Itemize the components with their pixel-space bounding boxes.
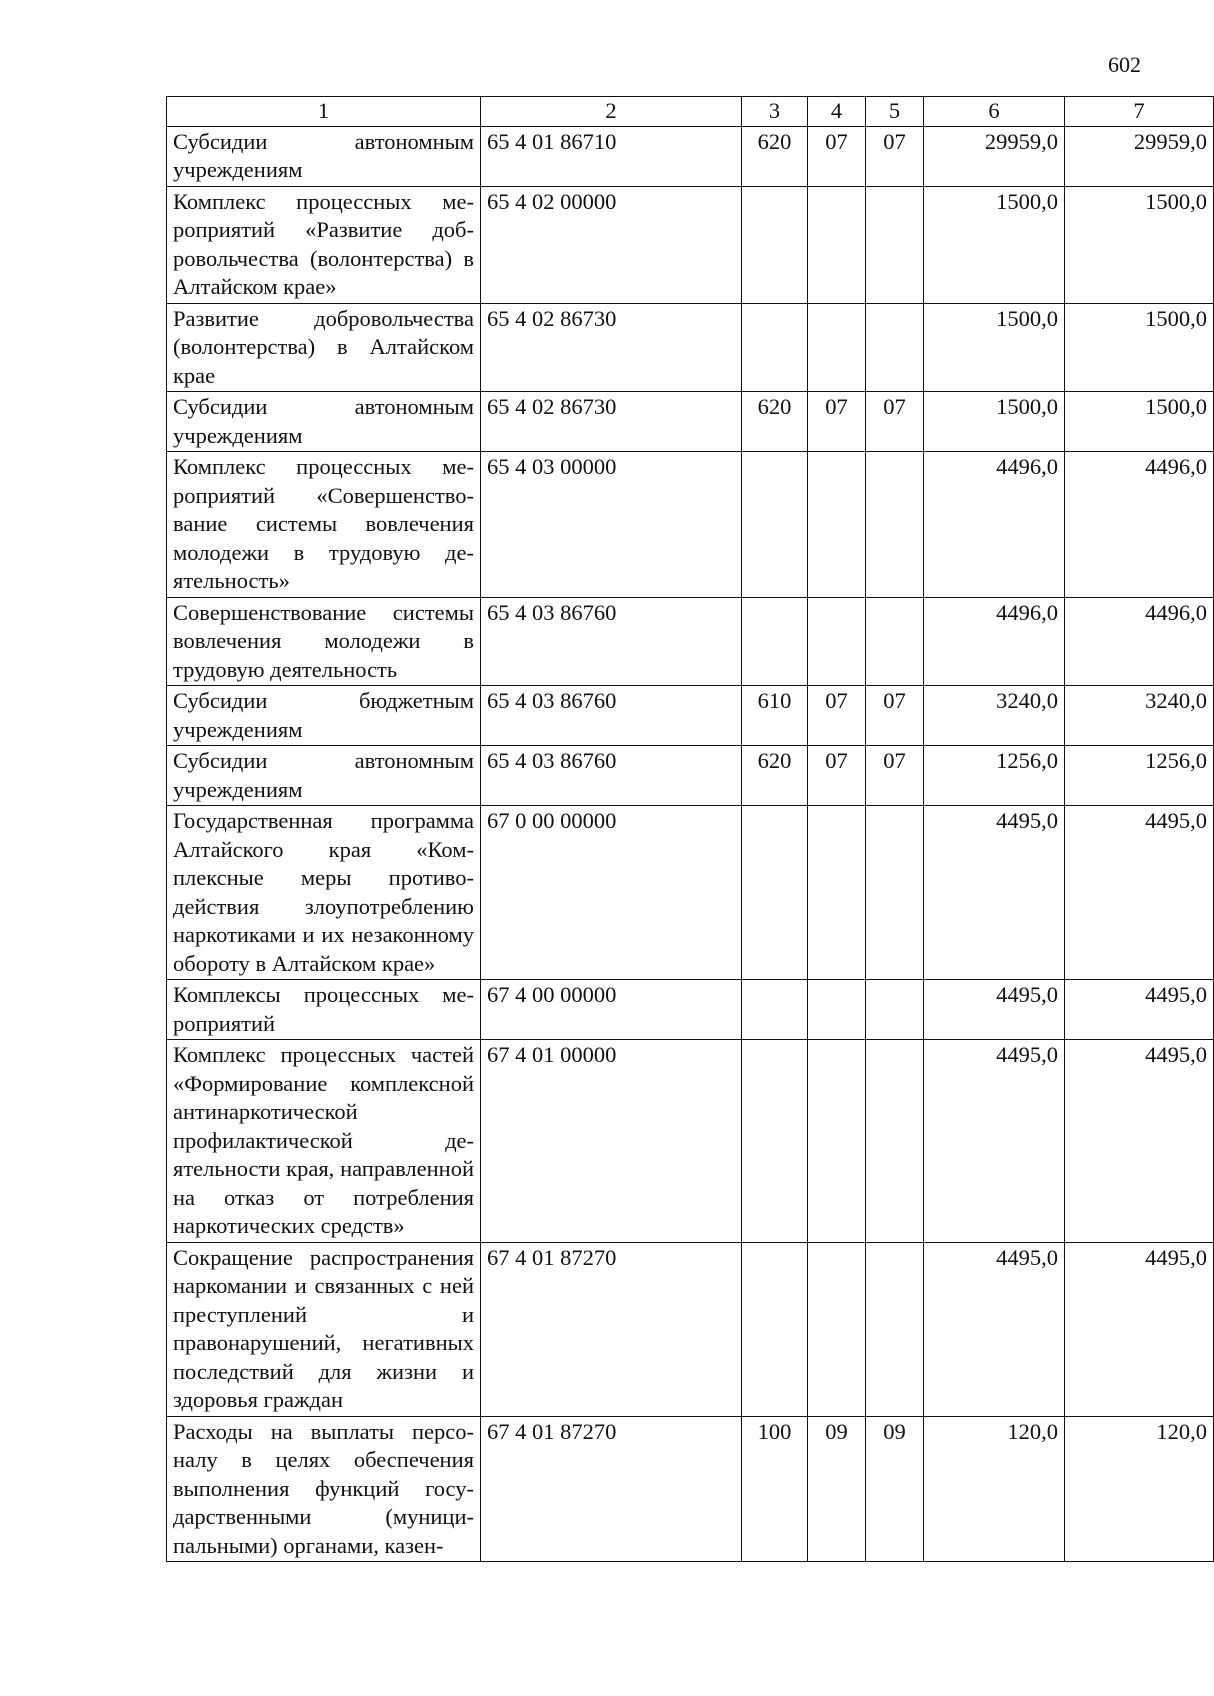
table-body	[167, 126, 1214, 1562]
row-name-cell: Комплексы процессных мероприятий	[167, 980, 481, 1040]
row-col4-cell	[808, 303, 866, 392]
row-col7-cell: 120,0	[1065, 1416, 1214, 1562]
column-header: 6	[924, 97, 1065, 127]
row-col5-cell	[866, 186, 924, 303]
row-col3-cell: 620	[742, 126, 808, 186]
row-col3-cell	[742, 980, 808, 1040]
row-col7-cell: 4495,0	[1065, 1242, 1214, 1416]
row-col3-cell	[742, 303, 808, 392]
table-row	[167, 1040, 1214, 1243]
row-col5-cell: 07	[866, 686, 924, 746]
row-col6-cell: 1500,0	[924, 303, 1065, 392]
row-col7-cell: 1500,0	[1065, 392, 1214, 452]
row-col6-cell: 4495,0	[924, 1242, 1065, 1416]
row-col3-cell	[742, 597, 808, 686]
table-row	[167, 452, 1214, 598]
row-col5-cell	[866, 1040, 924, 1243]
row-name-cell: Расходы на выплаты персоналу в целях обеспечения выполнения функций государственными (муниципальными) органами, казен-	[167, 1416, 481, 1562]
row-col5-cell	[866, 1242, 924, 1416]
row-col4-cell: 09	[808, 1416, 866, 1562]
row-code-cell: 65 4 03 86760	[481, 746, 742, 806]
page-number: 602	[1108, 52, 1141, 77]
row-code-cell: 67 4 01 87270	[481, 1416, 742, 1562]
row-code-cell: 67 4 01 00000	[481, 1040, 742, 1243]
row-code-cell: 67 4 01 87270	[481, 1242, 742, 1416]
row-col4-cell	[808, 1040, 866, 1243]
row-name-cell: Развитие добровольчества (волонтерства) в Алтайском крае	[167, 303, 481, 392]
table-row	[167, 1242, 1214, 1416]
table-row	[167, 686, 1214, 746]
row-col4-cell: 07	[808, 126, 866, 186]
table-row	[167, 1416, 1214, 1562]
row-name-cell: Субсидии бюджетным учреждениям	[167, 686, 481, 746]
column-header: 4	[808, 97, 866, 127]
row-col3-cell	[742, 1242, 808, 1416]
row-col3-cell	[742, 806, 808, 980]
row-col7-cell: 4495,0	[1065, 806, 1214, 980]
column-header: 1	[167, 97, 481, 127]
column-header: 2	[481, 97, 742, 127]
row-col3-cell	[742, 186, 808, 303]
row-col3-cell	[742, 1040, 808, 1243]
row-col5-cell: 07	[866, 746, 924, 806]
row-col6-cell: 1256,0	[924, 746, 1065, 806]
header-row	[167, 97, 1214, 127]
row-name-cell: Субсидии автономным учреждениям	[167, 746, 481, 806]
row-col4-cell: 07	[808, 746, 866, 806]
row-name-cell: Сокращение распространения наркомании и связанных с ней преступлений и правонарушений, негативных последствий для жизни и здоровья граждан	[167, 1242, 481, 1416]
row-col7-cell: 4496,0	[1065, 597, 1214, 686]
row-col7-cell: 1256,0	[1065, 746, 1214, 806]
table-row	[167, 806, 1214, 980]
table-row	[167, 303, 1214, 392]
row-col7-cell: 4495,0	[1065, 1040, 1214, 1243]
table-row	[167, 980, 1214, 1040]
row-col5-cell	[866, 597, 924, 686]
row-code-cell: 65 4 02 00000	[481, 186, 742, 303]
row-name-cell: Комплекс процессных частей «Формирование комплексной антинаркотической профилактической деятельности края, направленной на отказ от потребления наркотических средств»	[167, 1040, 481, 1243]
row-col5-cell	[866, 806, 924, 980]
row-col3-cell	[742, 452, 808, 598]
table-row	[167, 597, 1214, 686]
row-code-cell: 67 0 00 00000	[481, 806, 742, 980]
row-code-cell: 65 4 03 86760	[481, 686, 742, 746]
row-col4-cell	[808, 186, 866, 303]
row-col3-cell: 100	[742, 1416, 808, 1562]
row-name-cell: Субсидии автономным учреждениям	[167, 126, 481, 186]
row-col7-cell: 1500,0	[1065, 186, 1214, 303]
row-col4-cell	[808, 806, 866, 980]
row-col6-cell: 29959,0	[924, 126, 1065, 186]
budget-table	[166, 96, 1214, 1562]
table-row	[167, 186, 1214, 303]
column-header: 7	[1065, 97, 1214, 127]
row-col7-cell: 29959,0	[1065, 126, 1214, 186]
row-col6-cell: 3240,0	[924, 686, 1065, 746]
row-col7-cell: 1500,0	[1065, 303, 1214, 392]
row-col4-cell	[808, 452, 866, 598]
row-col7-cell: 3240,0	[1065, 686, 1214, 746]
row-col4-cell	[808, 1242, 866, 1416]
row-col4-cell	[808, 597, 866, 686]
row-col5-cell	[866, 452, 924, 598]
row-col6-cell: 4495,0	[924, 1040, 1065, 1243]
table-row	[167, 392, 1214, 452]
row-col5-cell	[866, 303, 924, 392]
row-code-cell: 67 4 00 00000	[481, 980, 742, 1040]
row-col6-cell: 4496,0	[924, 452, 1065, 598]
row-col7-cell: 4496,0	[1065, 452, 1214, 598]
row-code-cell: 65 4 02 86730	[481, 392, 742, 452]
row-col5-cell: 09	[866, 1416, 924, 1562]
row-col3-cell: 620	[742, 746, 808, 806]
row-col3-cell: 610	[742, 686, 808, 746]
row-name-cell: Государственная программа Алтайского края «Комплексные меры противодействия злоупотреблению наркотиками и их незаконному обороту в Алтайском крае»	[167, 806, 481, 980]
row-col6-cell: 4495,0	[924, 980, 1065, 1040]
row-code-cell: 65 4 01 86710	[481, 126, 742, 186]
row-col5-cell: 07	[866, 126, 924, 186]
row-col5-cell: 07	[866, 392, 924, 452]
row-col3-cell: 620	[742, 392, 808, 452]
table-row	[167, 126, 1214, 186]
column-header: 3	[742, 97, 808, 127]
row-code-cell: 65 4 03 00000	[481, 452, 742, 598]
row-col6-cell: 4495,0	[924, 806, 1065, 980]
row-code-cell: 65 4 03 86760	[481, 597, 742, 686]
row-col6-cell: 120,0	[924, 1416, 1065, 1562]
row-name-cell: Комплекс процессных мероприятий «Развитие добровольчества (волонтерства) в Алтайском крае»	[167, 186, 481, 303]
row-col6-cell: 1500,0	[924, 392, 1065, 452]
row-code-cell: 65 4 02 86730	[481, 303, 742, 392]
row-col4-cell	[808, 980, 866, 1040]
row-col6-cell: 1500,0	[924, 186, 1065, 303]
row-col4-cell: 07	[808, 686, 866, 746]
row-name-cell: Субсидии автономным учреждениям	[167, 392, 481, 452]
column-header: 5	[866, 97, 924, 127]
table-row	[167, 746, 1214, 806]
row-col6-cell: 4496,0	[924, 597, 1065, 686]
row-col4-cell: 07	[808, 392, 866, 452]
row-col7-cell: 4495,0	[1065, 980, 1214, 1040]
row-name-cell: Комплекс процессных мероприятий «Совершенствование системы вовлечения молодежи в трудовую деятельность»	[167, 452, 481, 598]
row-name-cell: Совершенствование системы вовлечения молодежи в трудовую деятельность	[167, 597, 481, 686]
row-col5-cell	[866, 980, 924, 1040]
